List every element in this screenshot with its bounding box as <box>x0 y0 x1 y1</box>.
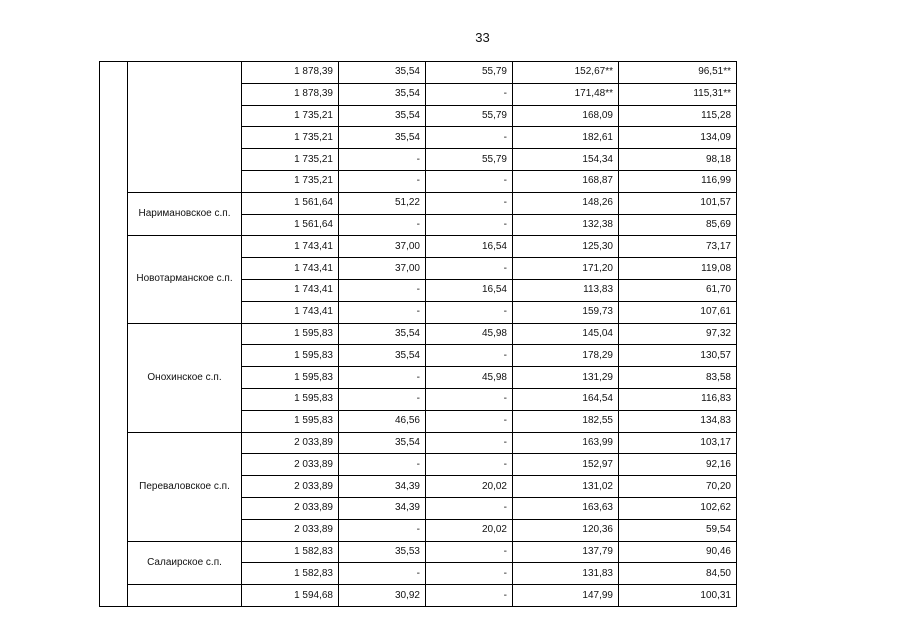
value-cell: 2 033,89 <box>242 497 339 519</box>
value-cell: 152,67** <box>513 62 619 84</box>
value-cell: 35,54 <box>339 105 426 127</box>
value-cell: 171,48** <box>513 83 619 105</box>
value-cell: 125,30 <box>513 236 619 258</box>
value-cell: 116,83 <box>619 388 737 410</box>
value-cell: 154,34 <box>513 149 619 171</box>
value-cell: - <box>426 214 513 236</box>
value-cell: 46,56 <box>339 410 426 432</box>
value-cell: - <box>339 149 426 171</box>
value-cell: 1 735,21 <box>242 105 339 127</box>
value-cell: 35,53 <box>339 541 426 563</box>
value-cell: - <box>339 519 426 541</box>
value-cell: 70,20 <box>619 476 737 498</box>
value-cell: - <box>426 301 513 323</box>
value-cell: 1 743,41 <box>242 258 339 280</box>
value-cell: 115,28 <box>619 105 737 127</box>
value-cell: - <box>426 170 513 192</box>
value-cell: 73,17 <box>619 236 737 258</box>
value-cell: - <box>339 279 426 301</box>
value-cell: - <box>426 192 513 214</box>
value-cell: 1 595,83 <box>242 345 339 367</box>
value-cell: - <box>426 454 513 476</box>
table-row <box>100 236 737 258</box>
value-cell: 34,39 <box>339 497 426 519</box>
value-cell: 131,29 <box>513 367 619 389</box>
table-row <box>100 541 737 563</box>
value-cell: - <box>339 214 426 236</box>
settlement-name-cell: Салаирское с.п. <box>128 541 242 585</box>
value-cell: 101,57 <box>619 192 737 214</box>
value-cell: 182,61 <box>513 127 619 149</box>
value-cell: 97,32 <box>619 323 737 345</box>
table-row <box>100 323 737 345</box>
value-cell: 148,26 <box>513 192 619 214</box>
value-cell: 168,09 <box>513 105 619 127</box>
settlement-name-cell <box>128 62 242 193</box>
value-cell: 182,55 <box>513 410 619 432</box>
value-cell: 55,79 <box>426 62 513 84</box>
value-cell: - <box>426 258 513 280</box>
value-cell: - <box>426 127 513 149</box>
value-cell: 20,02 <box>426 519 513 541</box>
table-row <box>100 192 737 214</box>
value-cell: 1 735,21 <box>242 149 339 171</box>
value-cell: 61,70 <box>619 279 737 301</box>
value-cell: 84,50 <box>619 563 737 585</box>
settlement-name-cell: Наримановское с.п. <box>128 192 242 236</box>
value-cell: 1 582,83 <box>242 541 339 563</box>
table-row <box>100 62 737 84</box>
value-cell: - <box>426 388 513 410</box>
value-cell: 1 595,83 <box>242 367 339 389</box>
value-cell: 113,83 <box>513 279 619 301</box>
value-cell: 120,36 <box>513 519 619 541</box>
value-cell: 34,39 <box>339 476 426 498</box>
value-cell: - <box>426 410 513 432</box>
value-cell: - <box>339 367 426 389</box>
value-cell: 45,98 <box>426 367 513 389</box>
value-cell: 152,97 <box>513 454 619 476</box>
value-cell: 178,29 <box>513 345 619 367</box>
value-cell: 2 033,89 <box>242 454 339 476</box>
value-cell: 168,87 <box>513 170 619 192</box>
value-cell: 159,73 <box>513 301 619 323</box>
value-cell: 90,46 <box>619 541 737 563</box>
value-cell: - <box>426 345 513 367</box>
value-cell: 35,54 <box>339 127 426 149</box>
district-cell <box>100 62 128 607</box>
tariff-table <box>99 61 737 607</box>
value-cell: 147,99 <box>513 585 619 607</box>
value-cell: 1 595,83 <box>242 410 339 432</box>
value-cell: 1 743,41 <box>242 301 339 323</box>
value-cell: 1 595,83 <box>242 323 339 345</box>
value-cell: 171,20 <box>513 258 619 280</box>
tariff-table-body <box>100 62 737 607</box>
value-cell: 107,61 <box>619 301 737 323</box>
page-number: 33 <box>475 30 490 45</box>
value-cell: - <box>339 563 426 585</box>
value-cell: 119,08 <box>619 258 737 280</box>
value-cell: 132,38 <box>513 214 619 236</box>
value-cell: - <box>339 170 426 192</box>
value-cell: 1 878,39 <box>242 83 339 105</box>
value-cell: 20,02 <box>426 476 513 498</box>
value-cell: 1 561,64 <box>242 214 339 236</box>
value-cell: - <box>426 83 513 105</box>
value-cell: 2 033,89 <box>242 519 339 541</box>
value-cell: 2 033,89 <box>242 476 339 498</box>
value-cell: 130,57 <box>619 345 737 367</box>
value-cell: 35,54 <box>339 323 426 345</box>
value-cell: 163,99 <box>513 432 619 454</box>
value-cell: 131,02 <box>513 476 619 498</box>
value-cell: 51,22 <box>339 192 426 214</box>
settlement-name-cell: Новотарманское с.п. <box>128 236 242 323</box>
value-cell: 1 595,83 <box>242 388 339 410</box>
value-cell: 103,17 <box>619 432 737 454</box>
value-cell: - <box>426 563 513 585</box>
value-cell: 92,16 <box>619 454 737 476</box>
value-cell: 1 582,83 <box>242 563 339 585</box>
value-cell: 102,62 <box>619 497 737 519</box>
value-cell: 137,79 <box>513 541 619 563</box>
value-cell: 1 743,41 <box>242 236 339 258</box>
value-cell: 16,54 <box>426 236 513 258</box>
value-cell: - <box>426 497 513 519</box>
value-cell: 100,31 <box>619 585 737 607</box>
value-cell: - <box>426 432 513 454</box>
value-cell: - <box>426 541 513 563</box>
value-cell: 131,83 <box>513 563 619 585</box>
value-cell: 145,04 <box>513 323 619 345</box>
value-cell: 116,99 <box>619 170 737 192</box>
value-cell: 55,79 <box>426 105 513 127</box>
value-cell: 55,79 <box>426 149 513 171</box>
settlement-name-cell: Онохинское с.п. <box>128 323 242 432</box>
value-cell: 1 878,39 <box>242 62 339 84</box>
value-cell: - <box>339 301 426 323</box>
value-cell: 1 743,41 <box>242 279 339 301</box>
value-cell: 37,00 <box>339 236 426 258</box>
value-cell: 163,63 <box>513 497 619 519</box>
value-cell: 164,54 <box>513 388 619 410</box>
settlement-name-cell: Переваловское с.п. <box>128 432 242 541</box>
value-cell: 1 735,21 <box>242 127 339 149</box>
value-cell: 98,18 <box>619 149 737 171</box>
value-cell: 2 033,89 <box>242 432 339 454</box>
value-cell: - <box>426 585 513 607</box>
settlement-name-cell <box>128 585 242 607</box>
value-cell: 1 735,21 <box>242 170 339 192</box>
value-cell: 1 561,64 <box>242 192 339 214</box>
table-row <box>100 585 737 607</box>
value-cell: 30,92 <box>339 585 426 607</box>
value-cell: 35,54 <box>339 62 426 84</box>
table-row <box>100 432 737 454</box>
value-cell: 35,54 <box>339 83 426 105</box>
value-cell: - <box>339 454 426 476</box>
value-cell: 85,69 <box>619 214 737 236</box>
value-cell: 59,54 <box>619 519 737 541</box>
value-cell: 134,09 <box>619 127 737 149</box>
value-cell: 83,58 <box>619 367 737 389</box>
value-cell: 37,00 <box>339 258 426 280</box>
value-cell: 16,54 <box>426 279 513 301</box>
value-cell: 115,31** <box>619 83 737 105</box>
value-cell: 96,51** <box>619 62 737 84</box>
value-cell: - <box>339 388 426 410</box>
value-cell: 35,54 <box>339 345 426 367</box>
value-cell: 35,54 <box>339 432 426 454</box>
value-cell: 45,98 <box>426 323 513 345</box>
value-cell: 1 594,68 <box>242 585 339 607</box>
value-cell: 134,83 <box>619 410 737 432</box>
